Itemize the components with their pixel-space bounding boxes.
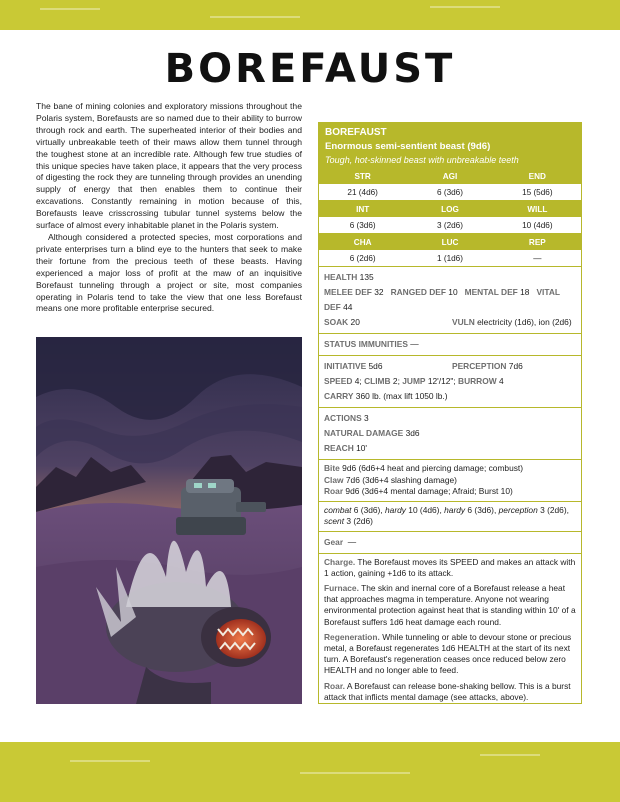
skills-section: combat 6 (3d6), hardy 10 (4d6), hardy 6 (3d6), perception 3 (2d6), scent 3 (2d6) (319, 502, 581, 532)
speed-value: 4 (354, 376, 360, 386)
carry-line: CARRY 360 lb. (max lift 1050 lb.) (324, 391, 448, 401)
attr-value: 15 (5d6) (494, 184, 581, 201)
gear-row: Gear — (319, 532, 581, 554)
status-immunities-value: — (410, 339, 419, 349)
perception-value: 7d6 (508, 361, 523, 371)
attacks-section (319, 460, 581, 502)
natural-damage-value: 3d6 (405, 428, 420, 438)
attr-header: INT (319, 201, 406, 218)
soak-vuln-line: SOAK 20 VULN electricity (1d6), ion (2d6) (324, 317, 572, 327)
ability: Charge. The Borefaust moves its SPEED and makes an attack with 1 action, gaining +1d6 to its attack. (324, 556, 576, 578)
attr-header: LUC (406, 234, 493, 251)
speed-line: SPEED 4; CLIMB 2; JUMP 12'/12"; BURROW 4 (324, 376, 504, 386)
stat-block (318, 122, 582, 704)
skill-name: perception (498, 504, 538, 515)
top-decorative-band (0, 0, 620, 30)
status-immunities-row: STATUS IMMUNITIES — (319, 334, 581, 356)
borefaust-illustration (36, 337, 302, 704)
initiative-value: 5d6 (368, 361, 383, 371)
skill-name: hardy (444, 504, 466, 515)
defense-section (319, 267, 581, 334)
attr-value: 6 (3d6) (319, 217, 406, 234)
stat-block-header (319, 123, 581, 168)
skill-name: scent (324, 516, 345, 526)
climb-value: 2 (392, 376, 398, 386)
attr-value: 21 (4d6) (319, 184, 406, 201)
skill-name: combat (324, 504, 352, 515)
attr-value: 10 (4d6) (494, 217, 581, 234)
attack-line: Roar 9d6 (3d6+4 mental damage; Afraid; Burst 10) (324, 486, 513, 496)
attr-value: — (494, 250, 581, 267)
reach-line: REACH 10' (324, 443, 368, 453)
burrow-value: 4 (498, 376, 504, 386)
attr-value: 1 (1d6) (406, 250, 493, 267)
attr-header: WILL (494, 201, 581, 218)
creature-type: Enormous semi-sentient beast (9d6) (325, 141, 491, 152)
ability: Regeneration. While tunneling or able to devour stone or precious metal, a Borefaust regenerates 1d6 HEALTH at the start of its next turn. A Borefaust's regeneration ceases once reduced below zero HEALTH and no longer able to feed. (324, 631, 572, 676)
abilities-section (319, 554, 581, 711)
attr-header: REP (494, 234, 581, 251)
attribute-table (319, 168, 581, 267)
attr-value: 6 (2d6) (319, 250, 406, 267)
vital-def-value: 44 (343, 302, 353, 312)
natural-damage-line: NATURAL DAMAGE 3d6 (324, 428, 420, 438)
initiative-line: INITIATIVE 5d6 PERCEPTION 7d6 (324, 361, 523, 371)
attr-header: LOG (406, 201, 493, 218)
ranged-def-value: 10 (448, 287, 458, 297)
health-line: HEALTH 135 (324, 272, 374, 282)
attr-value: 3 (2d6) (406, 217, 493, 234)
illustration-image (36, 337, 302, 704)
jump-value: 12'/12" (427, 376, 454, 386)
attr-header: AGI (406, 168, 493, 184)
defenses-line: MELEE DEF 32 RANGED DEF 10 MENTAL DEF 18 VITAL DEF 44 (324, 287, 560, 312)
creature-tagline: Tough, hot-skinned beast with unbreakable teeth (325, 155, 519, 165)
health-value: 135 (359, 272, 374, 282)
creature-name: BOREFAUST (325, 127, 387, 138)
movement-section (319, 356, 581, 408)
intro-paragraph: The bane of mining colonies and exploratory missions throughout the Polaris system, Borefausts are so named due to their ability to burrow through rock and earth. The superheated interior of their bodies and virtually unbreakable teeth of their maws allow them tunnel through the toughest stone at an incredible rate. Although few true studies of this unique species have taken place, it appears that the very process of digesting the rock they are tunneling through provides an unending supply of energy that then enables them to continue their excavations. Constantly remaining in motion because of this, Borefausts leave crisscrossing tubular tunnel systems below the surface of almost every inhabitable planet in the Polaris system. (36, 101, 302, 231)
vuln-value: electricity (1d6), ion (2d6) (477, 317, 572, 327)
actions-line: ACTIONS 3 (324, 413, 369, 423)
bottom-decorative-band (0, 742, 620, 802)
attr-value: 6 (3d6) (406, 184, 493, 201)
attr-header: CHA (319, 234, 406, 251)
gear-value: — (347, 536, 357, 547)
attack-line: Bite 9d6 (6d6+4 heat and piercing damage; combust) (324, 463, 524, 473)
attr-header: STR (319, 168, 406, 184)
melee-def-value: 32 (374, 287, 384, 297)
ability: Furnace. The skin and inernal core of a Borefaust release a heat that approaches magma in temperature. Anyone not wearing environmental protection against heat that is standing within 10' of a Borefaust suffers 1d6 heat damage each round. (324, 582, 576, 627)
actions-section (319, 408, 581, 460)
page-title: BOREFAUST (164, 46, 456, 92)
mental-def-value: 18 (520, 287, 530, 297)
intro-text (36, 101, 302, 315)
skill-name: hardy (385, 504, 406, 515)
actions-value: 3 (364, 413, 369, 423)
reach-value: 10' (356, 443, 368, 453)
attack-line: Claw 7d6 (3d6+4 slashing damage) (324, 474, 457, 485)
carry-value: 360 lb. (max lift 1050 lb.) (355, 391, 448, 401)
attr-header: END (494, 168, 581, 184)
soak-value: 20 (350, 317, 360, 327)
ability: Roar. A Borefaust can release bone-shaking bellow. This is a burst attack that inflicts mental damage (see attacks, above). (324, 680, 571, 702)
intro-paragraph: Although considered a protected species, most corporations and private enterprises turn a blind eye to the hunters that seek to make their fortune from the precious teeth of these beasts. Having experienced a major loss of profit at the maw of an inquisitive Borefaust tunneling through a project or site, most companies operating in Polaris tend to take the view that one less Borefaust means one more profitable enterprise secured. (36, 231, 302, 314)
